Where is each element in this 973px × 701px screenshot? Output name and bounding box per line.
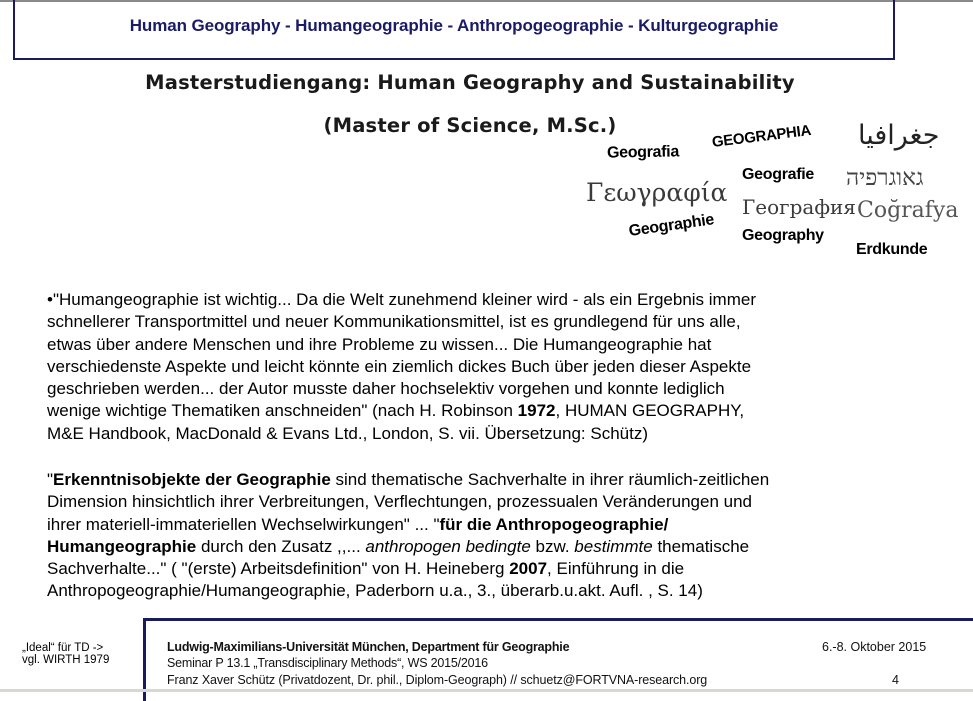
definition-line: Dimension hinsichtlich ihrer Verbreitungen, Verflechtungen, prozessualen Veränderungen und	[47, 492, 753, 512]
definition-line	[47, 514, 867, 536]
bold-term: Humangeographie	[47, 536, 197, 556]
quote-line: M&E Handbook, MacDonald & Evans Ltd., London, S. vii. Übersetzung: Schütz)	[47, 423, 648, 443]
definition-text: sind thematische Sachverhalte in ihrer räumlich-zeitlichen	[330, 470, 770, 489]
word-geografia: Geografia	[606, 143, 680, 162]
title-frame	[13, 0, 895, 60]
bold-term: Erkenntnisobjekte der Geographie	[53, 470, 331, 489]
definition-text: ihrer materiell-immateriellen Wechselwirkungen" ... "	[47, 514, 440, 534]
quote-line: •"Humangeographie ist wichtig... Da die Welt zunehmend kleiner wird - als ein Ergebnis immer	[47, 290, 756, 309]
quote-line: geschrieben werden... der Autor musste daher hochselektiv vorgehen und konnte lediglich	[47, 379, 725, 399]
footer-date: 6.-8. Oktober 2015	[822, 640, 927, 654]
quote-mark: "	[47, 470, 54, 489]
definition-text: durch den Zusatz ,,...	[196, 536, 366, 556]
citation-year: 2007	[509, 559, 548, 579]
footer-author: Franz Xaver Schütz (Privatdozent, Dr. phil., Diplom-Geograph) // schuetz@FORTVNA-research.org	[167, 673, 708, 687]
ideal-td-note	[22, 642, 109, 666]
word-russian: География	[742, 195, 856, 219]
quote-line: schnellerer Transportmittel und neuer Kommunikationsmittel, ist es grundlegend für uns alle,	[47, 312, 741, 332]
heineberg-definition	[47, 469, 867, 603]
definition-line	[47, 558, 867, 580]
quote-line	[47, 400, 867, 422]
word-geographie: Geographie	[627, 211, 716, 240]
quote-line: etwas über andere Menschen und ihre Probleme zu wissen... Die Humangeographie hat	[47, 334, 712, 354]
page-number: 4	[892, 673, 899, 687]
definition-text: thematische	[652, 536, 750, 556]
degree-title: (Master of Science, M.Sc.)	[323, 114, 617, 137]
robinson-quote	[47, 289, 867, 445]
word-greek: Γεωγραφία	[586, 178, 728, 207]
citation-year: 1972	[517, 401, 556, 421]
program-title: Masterstudiengang: Human Geography and Sustainability	[145, 71, 795, 94]
slide-title: Human Geography - Humangeographie - Anthropogeographie - Kulturgeographie	[129, 16, 779, 35]
quote-text: wenige wichtige Thematiken anschneiden" (nach H. Robinson	[47, 401, 518, 421]
definition-text: Sachverhalte..." ( "(erste) Arbeitsdefinition" von H. Heineberg	[47, 559, 510, 579]
bold-term: für die Anthropogeographie/	[439, 514, 669, 534]
word-arabic: جغرافيا	[858, 120, 940, 151]
word-turkish: Coğrafya	[857, 198, 959, 223]
note-line: „Ideal“ für TD ->	[22, 642, 104, 654]
definition-text: , Einführung in die	[547, 559, 685, 579]
word-erdkunde: Erdkunde	[856, 241, 928, 258]
definition-line: Anthropogeographie/Humangeographie, Paderborn u.a., 3., überarb.u.akt. Aufl. , S. 14)	[47, 581, 703, 601]
quote-text: , HUMAN GEOGRAPHY,	[555, 401, 745, 421]
definition-text: bzw.	[530, 536, 575, 556]
definition-line	[47, 536, 867, 558]
word-geography: Geography	[742, 227, 824, 244]
word-hebrew: גאוגרפיה	[846, 165, 924, 191]
quote-line: verschiedenste Aspekte und leicht könnte ein ziemlich dickes Buch über jeden dieser Aspekte	[47, 356, 752, 376]
footer-seminar: Seminar P 13.1 „Transdisciplinary Methods“, WS 2015/2016	[167, 656, 488, 670]
footer-institution: Ludwig-Maximilians-Universität München, Department für Geographie	[167, 640, 570, 654]
italic-term: bestimmte	[574, 536, 653, 556]
note-line: vgl. WIRTH 1979	[22, 654, 110, 666]
definition-line	[47, 469, 867, 491]
word-geographia-latin: GEOGRAPHIA	[711, 121, 812, 151]
word-geografie: Geografie	[742, 166, 814, 183]
italic-term: anthropogen bedingte	[365, 536, 531, 556]
